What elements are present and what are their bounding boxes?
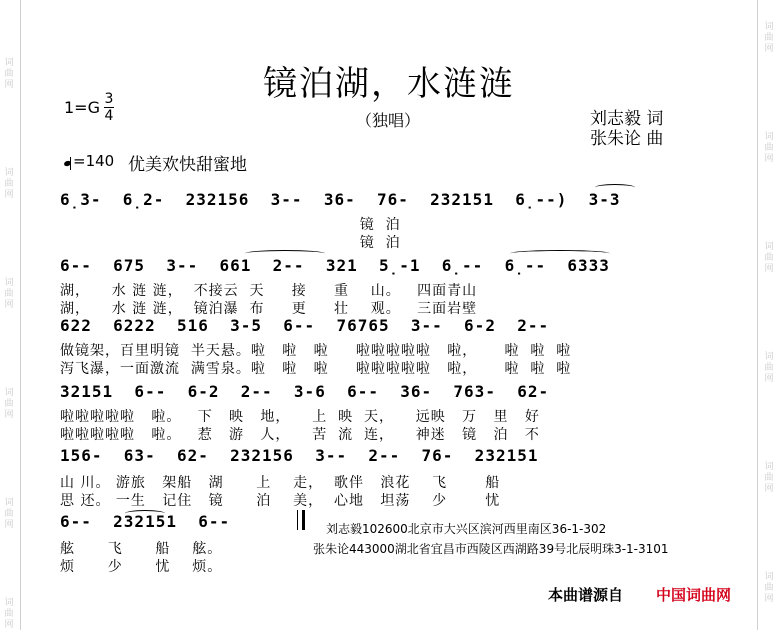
lyric-line: 啦啦啦啦啦 啦。 惹 游 人， 苦 流 连， 神迷 镜 泊 不 <box>60 427 540 443</box>
notation-line: 156- 63- 62- 232156 3-- 2-- 76- 232151 <box>60 446 539 465</box>
lyric-line: 湖， 水 涟 涟， 不接云 天 接 重 山。 四面青山 <box>60 283 478 299</box>
lyricist-credit: 刘志毅 词 <box>590 109 664 129</box>
notation-line: 6-- 232151 6-- <box>60 512 231 531</box>
watermark-text: 词曲网 <box>764 572 774 604</box>
tie-mark <box>125 510 165 517</box>
tie-mark <box>510 250 610 257</box>
watermark-text: 词曲网 <box>4 388 14 420</box>
time-signature <box>104 92 114 123</box>
lyric-line: 舷 飞 船 舷。 <box>60 541 223 557</box>
watermark-text: 词曲网 <box>764 132 774 164</box>
time-signature-bottom: 4 <box>104 108 114 124</box>
lyric-line: 思 还。 一生 记住 镜 泊 美， 心地 坦荡 少 忧 <box>60 493 501 509</box>
site-link[interactable]: 中国词曲网 <box>656 586 732 604</box>
watermark-text: 词曲网 <box>764 462 774 494</box>
lyric-line: 啦啦啦啦啦 啦。 下 映 地， 上 映 天， 远映 万 里 好 <box>60 409 540 425</box>
watermark-text: 词曲网 <box>4 168 14 200</box>
composer-address: 张朱论443000湖北省宜昌市西陵区西湖路39号北辰明珠3-1-3101 <box>313 542 669 556</box>
watermark-text: 词曲网 <box>4 58 14 90</box>
time-signature-top: 3 <box>104 91 114 107</box>
notation-line: 622 6222 516 3-5 6-- 76765 3-- 6-2 2-- <box>60 316 550 335</box>
notation-line: 6̣3- 6̣2- 232156 3-- 36- 76- 232151 6̣--) 3-3 <box>60 190 621 209</box>
source-label: 本曲谱源自 <box>548 586 624 604</box>
lyricist-address: 刘志毅102600北京市大兴区滨河西里南区36-1-302 <box>326 522 607 536</box>
final-barline <box>297 510 305 530</box>
tempo-value: =140 <box>73 152 115 170</box>
notation-line: 32151 6-- 6-2 2-- 3-6 6-- 36- 763- 62- <box>60 382 550 401</box>
notation-line: 6-- 675 3-- 661 2-- 321 5̣-1 6̣-- 6̣-- 6333 <box>60 256 610 275</box>
tempo-marking <box>64 152 114 170</box>
lyric-line: 山 川。 游旅 架船 湖 上 走， 歌伴 浪花 飞 船 <box>60 475 501 491</box>
key-signature: 1=G <box>64 98 100 117</box>
lyric-line: 镜 泊 <box>60 217 401 233</box>
lyric-line: 做镜架，百里明镜 半天悬。啦 啦 啦 啦啦啦啦啦 啦， 啦 啦 啦 <box>60 343 572 359</box>
watermark-text: 词曲网 <box>764 352 774 384</box>
watermark-text: 词曲网 <box>4 598 14 630</box>
lyric-line: 镜 泊 <box>60 235 401 251</box>
lyric-line: 湖， 水 涟 涟， 镜泊瀑 布 更 壮 观。 三面岩壁 <box>60 301 478 317</box>
lyric-line: 烦 少 忧 烦。 <box>60 559 223 575</box>
composer-credit: 张朱论 曲 <box>590 129 664 149</box>
watermark-text: 词曲网 <box>764 242 774 274</box>
watermark-text: 词曲网 <box>764 22 774 54</box>
tie-mark <box>595 184 635 191</box>
watermark-text: 词曲网 <box>4 498 14 530</box>
lyric-line: 泻飞瀑，一面激流 满雪泉。啦 啦 啦 啦啦啦啦啦 啦， 啦 啦 啦 <box>60 361 572 377</box>
tie-mark <box>245 250 325 257</box>
song-title: 镜泊湖，水涟涟 <box>263 64 515 104</box>
expression-marking: 优美欢快甜蜜地 <box>128 155 247 175</box>
watermark-text: 词曲网 <box>4 278 14 310</box>
performance-type: （独唱） <box>356 111 421 130</box>
